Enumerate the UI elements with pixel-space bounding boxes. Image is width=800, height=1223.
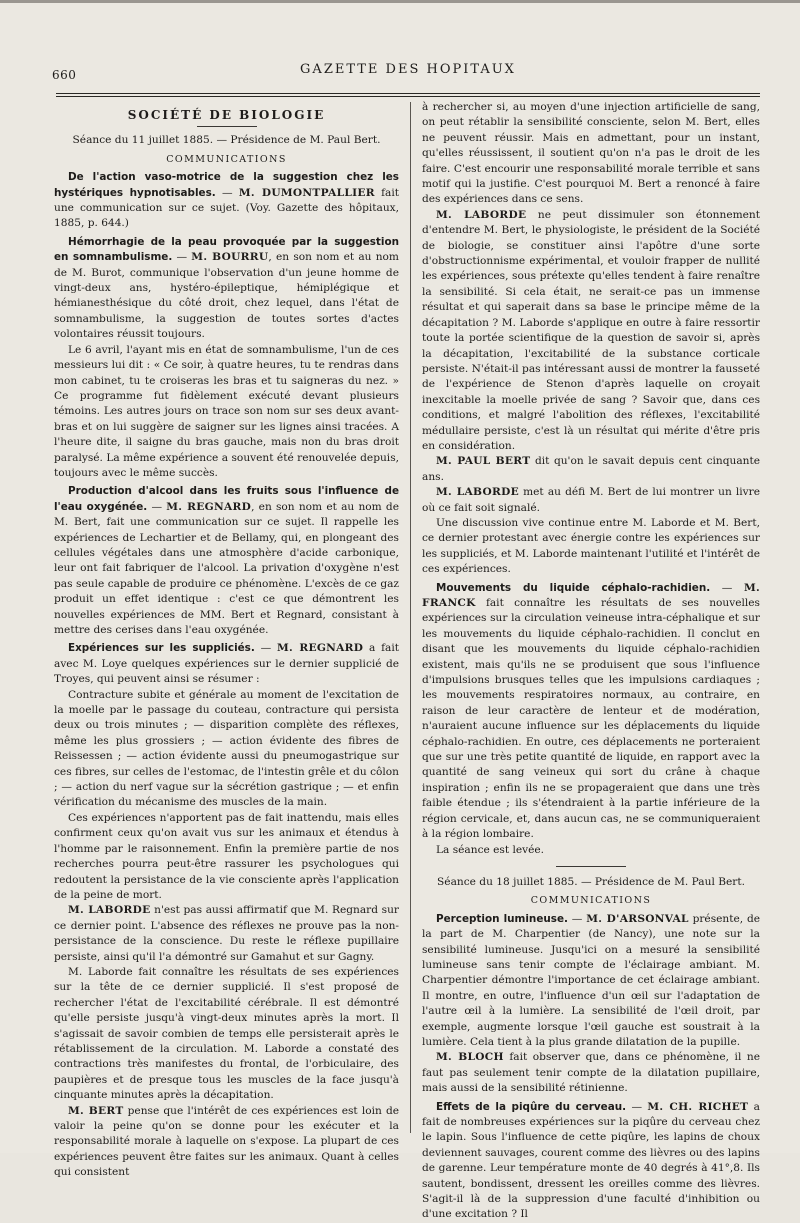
paragraph: M. Laborde fait connaître les résultats de ses expériences sur la tête de ce dernier supplicié. Il s'est proposé de rechercher l'état de l'excitabilité cérébrale. Il est démontré qu'elle persiste jusqu'à vingt-deux minutes après la mort. Il s'agissait de savoir combien de temps elle persisterait après le rétablissement de la circulation. M. Laborde a constaté des contractions très manifestes du frontal, de l'orbiculaire, des paupières et de presque tous les muscles de la face jusqu'à cinquante minutes après la décapitation. <box>54 965 399 1102</box>
seance-heading: Séance du 18 juillet 1885. — Présidence de M. Paul Bert. <box>437 875 745 888</box>
paragraph: à rechercher si, au moyen d'une injection artificielle de sang, on peut rétablir la sensibilité consciente, selon M. Bert, elles ne peuvent réussir. Mais en admettant, pour un instant, qu'elles réussissent, il soutient qu'on n'a pas le droit de les faire. C'est encourir une responsabilité morale terrible et sans motif qui la justifie. C'est pourquoi M. Bert a renoncé à faire des expériences dans ce sens. <box>422 101 760 206</box>
section-title: Expériences sur les suppliciés. <box>68 642 255 655</box>
author-name: M. BOURRU <box>191 251 269 264</box>
section-title: Perception lumineuse. <box>436 912 568 925</box>
seance-heading: Séance du 11 juillet 1885. — Présidence de M. Paul Bert. <box>72 134 381 147</box>
left-column <box>54 100 399 1179</box>
author-name: M. CH. RICHET <box>647 1100 749 1113</box>
top-border <box>0 0 800 3</box>
section-vaso-motrice: De l'action vaso-motrice de la suggestion chez les hystériques hypnotisables. — M. DUMONTPALLIER fait une communication sur ce sujet. (Voy. Gazette des hôpitaux, 1885, p. 644.) <box>54 171 399 230</box>
author-name: M. D'ARSONVAL <box>586 912 689 925</box>
section-perception: Perception lumineuse. — M. D'ARSONVAL présente, de la part de M. Charpentier (de Nancy), une note sur la sensibilité lumineuse. Jusqu'ici on a mesuré la sensibilité lumineuse sans tenir compte de l'éclairage ambiant. M. Charpentier démontre l'importance de cet éclairage ambiant. Il montre, en outre, l'influence d'un œil sur l'adaptation de l'autre œil à la lumière. La sensibilité de l'œil droit, par exemple, augmente lorsque l'œil gauche est soustrait à la lumière. Cela tient à la plus grande dilatation de la pupille. <box>422 912 760 1048</box>
header-rule-double <box>56 96 760 97</box>
section-supplicies: Expériences sur les suppliciés. — M. REGNARD a fait avec M. Loye quelques expériences sur le dernier supplicié de Troyes, qui peuvent ainsi se résumer : <box>54 642 399 686</box>
page-header <box>52 62 764 82</box>
author-name: M. LABORDE <box>436 208 527 221</box>
author-name: M. REGNARD <box>166 500 252 513</box>
author-name: M. PAUL BERT <box>436 455 531 468</box>
section-end-rule <box>556 866 626 867</box>
author-name: M. LABORDE <box>436 486 519 499</box>
section-hemorrhagie: Hémorrhagie de la peau provoquée par la suggestion en somnambulisme. — M. BOURRU, en son nom et au nom de M. Burot, communique l'observation d'un jeune homme de vingt-deux ans, hystéro-épileptique, hémiplégique et hémianesthésique du côté droit, chez lequel, dans l'état de somnambulisme, la suggestion de toutes sortes d'actes volontaires réussit toujours. <box>54 235 399 341</box>
column-separator <box>410 102 411 1133</box>
author-name: M. DUMONTPALLIER <box>238 186 375 199</box>
section-liquide-cephalo: Mouvements du liquide céphalo-rachidien. — M. FRANCK fait connaître les résultats de ses nouvelles expériences sur la circulation veineuse intra-céphalique et sur les mouvements du liquide céphalo-rachidien. Il conclut en disant que les mouvements du liquide céphalo-rachidien existent, mais qu'ils ne se produisent que sous l'influence d'impulsions brusques telles que les impulsions cardiaques ; les mouvements respiratoires normaux, au contraire, en raison de leur caractère de lenteur et de modération, n'auraient aucune influence sur les déplacements du liquide céphalo-rachidien. En outre, ces déplacements ne porteraient que sur une très petite quantité de liquide, en rapport avec la quantité de sang veineux qui sort du crâne à chaque inspiration ; enfin ils ne se propageraient que dans une très faible étendue ; ils s'étendraient à la partie inférieure de la région cervicale, et, dans aucun cas, ne se communiqueraient à la région lombaire. <box>422 581 760 841</box>
author-name: M. LABORDE <box>68 904 151 917</box>
author-name: M. BLOCH <box>436 1051 504 1064</box>
section-title: Mouvements du liquide céphalo-rachidien. <box>436 581 711 594</box>
paragraph: Une discussion vive continue entre M. Laborde et M. Bert, ce dernier protestant avec énergie contre les expériences sur les suppliciés, et M. Laborde maintenant l'utilité et l'intérêt de ces expériences. <box>422 516 760 576</box>
paragraph: Le 6 avril, l'ayant mis en état de somnambulisme, l'un de ces messieurs lui dit : « Ce soir, à quatre heures, tu te rendras dans mon cabinet, tu te croiseras les bras et tu saigneras du nez. » Ce programme fut fidèlement exécuté devant plusieurs témoins. Les autres jours on trace son nom sur ses deux avant-bras et on lui suggère de saigner sur les lignes ainsi tracées. A l'heure dite, il saigne du bras gauche, mais non du bras droit paralysé. La même expérience a souvent été renouvelée depuis, toujours avec le même succès. <box>54 343 399 479</box>
right-column <box>422 100 760 1221</box>
journal-title: GAZETTE DES HOPITAUX <box>300 62 516 77</box>
author-name: M. FRANCK <box>422 581 760 609</box>
title-rule <box>197 126 257 127</box>
closing-line: La séance est levée. <box>436 843 545 856</box>
paragraph: Ces expériences n'apportent pas de fait inattendu, mais elles confirment ceux qu'on avait vus sur les animaux et étendus à l'homme par le raisonnement. Enfin la première partie de nos recherches pourra peut-être rassurer les psychologues qui redoutent la persistance de la vie consciente après l'application de la peine de mort. <box>54 811 399 901</box>
section-piqure-cerveau: Effets de la piqûre du cerveau. — M. CH. RICHET a fait de nombreuses expériences sur la piqûre du cerveau chez le lapin. Sous l'influence de cette piqûre, les lapins de choux deviennent sauvages, courent comme des lièvres ou des lapins de garenne. Leur température monte de 40 degrés à 41°,8. Ils sautent, bondissent, dressent les oreilles comme des lièvres. S'agit-il là de la suppression d'une faculté d'inhibition ou d'une excitation ? Il <box>422 1100 760 1221</box>
society-title: SOCIÉTÉ DE BIOLOGIE <box>127 108 326 122</box>
header-rule <box>56 93 760 94</box>
communications-heading: COMMUNICATIONS <box>530 895 652 907</box>
section-title: De l'action vaso-motrice de la suggestion chez les hystériques hypnotisables. <box>54 171 399 199</box>
communications-heading: COMMUNICATIONS <box>166 153 287 165</box>
paragraph: M. LABORDE ne peut dissimuler son étonnement d'entendre M. Bert, le physiologiste, le président de la Société de biologie, se constituer ainsi l'apôtre d'une sorte d'obstructionnisme expérimental, et vouloir frapper de nullité les expériences, sous prétexte qu'elles tendent à faire renaître la sensibilité. Si cela était, ne serait-ce pas un immense résultat et qui saperait dans sa base le principe même de la décapitation ? M. Laborde s'applique en outre à faire ressortir toute la portée scientifique de la question de savoir si, après la décapitation, l'excitabilité de la substance corticale persiste. N'était-il pas intéressant aussi de montrer la fausseté de l'expérience de Stenon d'après laquelle on croyait inexcitable la moelle privée de sang ? Savoir que, dans ces conditions, et malgré l'abolition des réflexes, l'excitabilité médullaire persiste, c'est là un résultat qui mérite d'être pris en considération. <box>422 208 760 452</box>
paragraph: M. LABORDE n'est pas aussi affirmatif que M. Regnard sur ce dernier point. L'absence des réflexes ne prouve pas la non-persistance de la conscience. Du reste le réflexe pupillaire persiste, ainsi qu'il l'a démontré sur Gamahut et sur Gagny. <box>54 904 399 963</box>
section-title: Production d'alcool dans les fruits sous l'influence de l'eau oxygénée. <box>54 485 399 513</box>
page-number: 660 <box>52 68 77 82</box>
section-title: Effets de la piqûre du cerveau. <box>436 1100 627 1113</box>
paragraph: Contracture subite et générale au moment de l'excitation de la moelle par le passage du couteau, contracture qui persista deux ou trois minutes ; — disparition complète des réflexes, même les plus grossiers ; — action évidente des fibres de Reissessen ; — action évidente aussi du pneumogastrique sur ces fibres, sur celles de l'estomac, de l'intestin grêle et du côlon ; — action du nerf vague sur la sécrétion gastrique ; — et enfin vérification du mécanisme des muscles de la main. <box>54 688 399 809</box>
paragraph: M. BERT pense que l'intérêt de ces expériences est loin de valoir la peine qu'on se donne pour les exécuter et la responsabilité morale à laquelle on s'expose. La plupart de ces expériences peuvent être faites sur les animaux. Quant à celles qui consistent <box>54 1104 399 1179</box>
author-name: M. BERT <box>68 1104 124 1117</box>
paragraph: M. PAUL BERT dit qu'on le savait depuis cent cinquante ans. <box>422 455 760 483</box>
section-title: Hémorrhagie de la peau provoquée par la suggestion en somnambulisme. <box>54 235 399 264</box>
paragraph: M. LABORDE met au défi M. Bert de lui montrer un livre où ce fait soit signalé. <box>422 486 760 514</box>
author-name: M. REGNARD <box>276 642 364 655</box>
paragraph: M. BLOCH fait observer que, dans ce phénomène, il ne faut pas seulement tenir compte de la dilatation pupillaire, mais aussi de la sensibilité rétinienne. <box>422 1051 760 1095</box>
section-alcool: Production d'alcool dans les fruits sous l'influence de l'eau oxygénée. — M. REGNARD, en son nom et au nom de M. Bert, fait une communication sur ce sujet. Il rappelle les expériences de Lechartier et de Bellamy, qui, en plongeant des cellules végétales dans une atmosphère d'acide carbonique, leur ont fait fabriquer de l'alcool. La privation d'oxygène n'est pas seule capable de produire ce phénomène. L'excès de ce gaz produit un effet identique : c'est ce que démontrent les nouvelles expériences de MM. Bert et Regnard, consistant à mettre des cerises dans l'eau oxygénée. <box>54 485 399 636</box>
